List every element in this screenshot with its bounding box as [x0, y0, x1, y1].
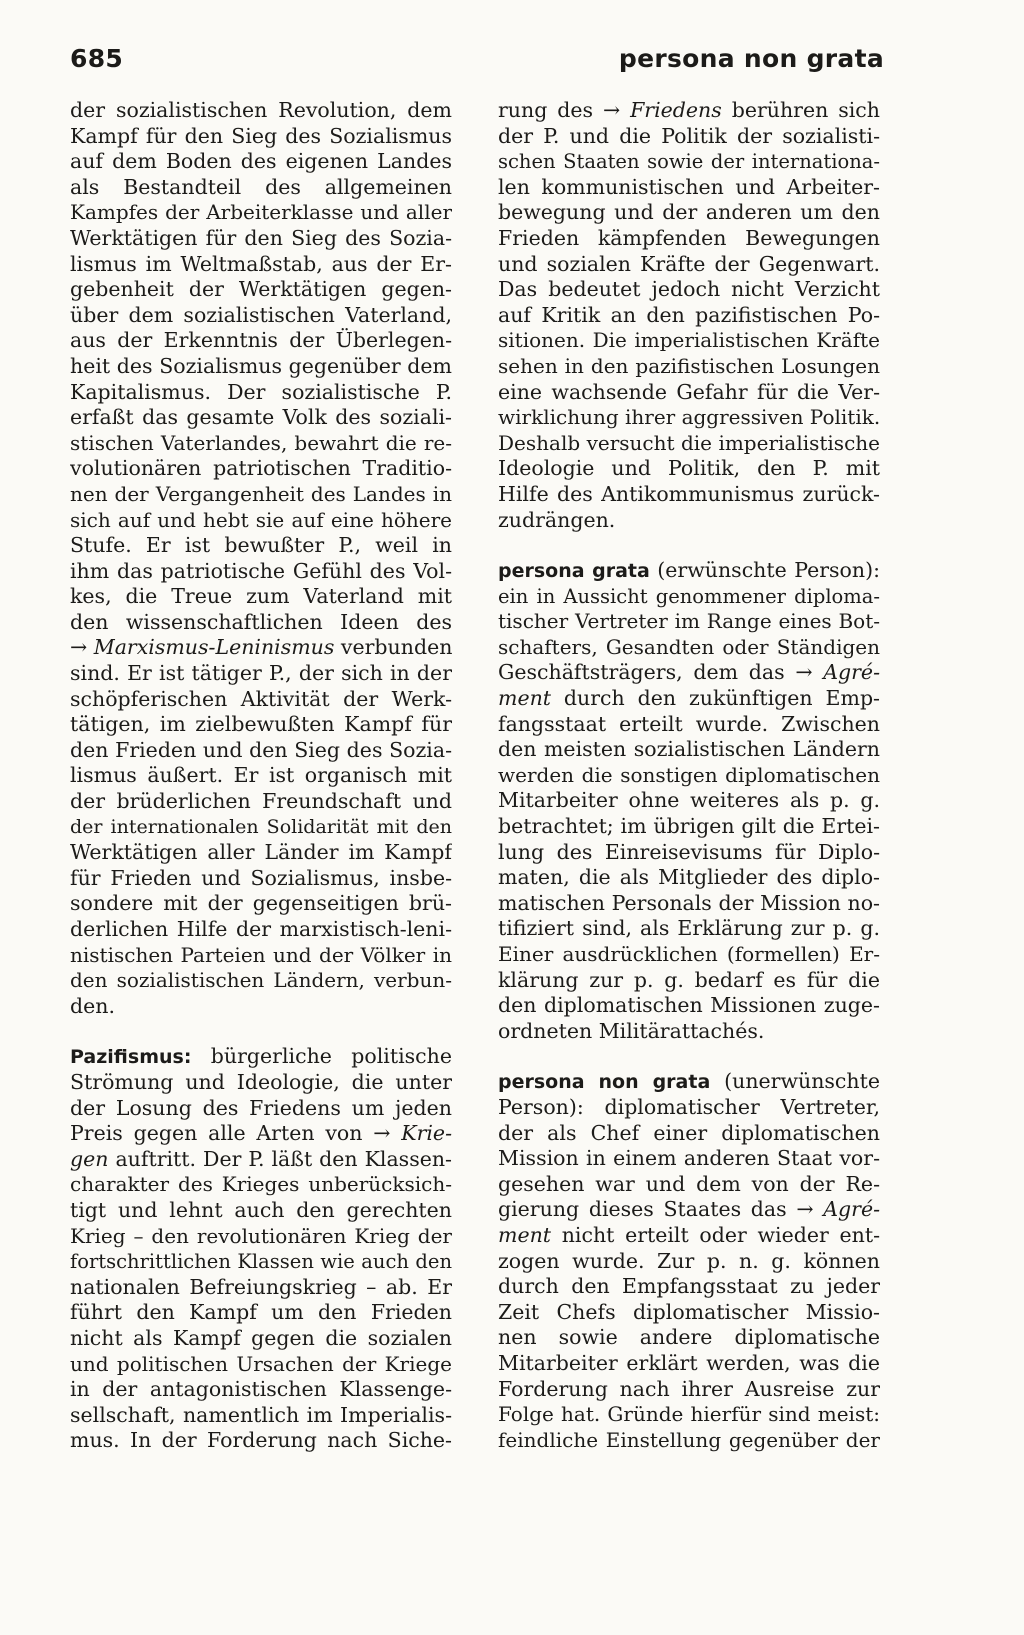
- text-line: lismus im Weltmaßstab, aus der Er-: [70, 251, 452, 276]
- page-number: 685: [70, 44, 124, 73]
- text-line: Kampf für den Sieg des Sozialismus: [70, 123, 452, 148]
- text-line: tätigen, im zielbewußten Kampf für: [70, 712, 452, 737]
- text-line: nistischen Parteien und der Völker in: [70, 942, 452, 967]
- cross-reference-arrow-icon: →: [70, 635, 88, 660]
- text-line: zogen wurde. Zur p. n. g. können: [498, 1248, 880, 1273]
- text-line: nationalen Befreiungskrieg – ab. Er: [70, 1274, 452, 1299]
- text-line: gesehen war und dem von der Re-: [498, 1171, 880, 1196]
- cross-reference-line: ment durch den zukünftigen Emp-: [498, 686, 880, 711]
- text-line: sind. Er ist tätiger P., der sich in der: [70, 661, 452, 686]
- text-line: matischen Personals der Mission no-: [498, 890, 880, 915]
- text-line: der internationalen Solidarität mit den: [70, 815, 452, 838]
- text-line: ihm das patriotische Gefühl des Vol-: [70, 558, 452, 583]
- text-line: stischen Vaterlandes, bewahrt die re-: [70, 430, 452, 455]
- cross-reference-line: gierung dieses Staates das → Agré-: [498, 1197, 880, 1222]
- text-line: den Frieden und den Sieg des Sozia-: [70, 737, 452, 762]
- text-line: wirklichung ihrer aggressiven Politik.: [498, 405, 880, 430]
- text-line: heit des Sozialismus gegenüber dem: [70, 353, 452, 378]
- text-line: lung des Einreisevisums für Diplo-: [498, 839, 880, 864]
- text-line: der P. und die Politik der sozialisti-: [498, 123, 880, 148]
- text-line: volutionären patriotischen Traditio-: [70, 456, 452, 481]
- cross-reference-term[interactable]: ment: [498, 686, 552, 711]
- cross-reference-term[interactable]: gen: [70, 1146, 109, 1171]
- text-line: len kommunistischen und Arbeiter-: [498, 174, 880, 199]
- cross-reference-arrow-icon: →: [373, 1121, 391, 1146]
- text-line: Krieg – den revolutionären Krieg der: [70, 1223, 452, 1248]
- text-line: der brüderlichen Freundschaft und: [70, 789, 452, 814]
- entry-first-line: persona grata (erwünschte Person):: [498, 558, 880, 583]
- text-line: klärung zur p. g. bedarf es für die: [498, 967, 880, 992]
- text-line: kes, die Treue zum Vaterland mit: [70, 584, 452, 609]
- cross-reference-line: rung des → Friedens berühren sich: [498, 98, 880, 122]
- entry-persona-grata: [498, 558, 880, 1044]
- entry-pazifismus-continuation: [498, 98, 880, 533]
- cross-reference-line: Geschäftsträgers, dem das → Agré-: [498, 660, 880, 685]
- text-line: feindliche Einstellung gegenüber der: [498, 1427, 880, 1452]
- text-line: nen der Vergangenheit des Landes in: [70, 481, 452, 506]
- text-line: den meisten sozialistischen Ländern: [498, 737, 880, 762]
- right-column: [498, 98, 880, 1453]
- entry-keyword: persona non grata: [498, 1071, 711, 1094]
- text-line: Person): diplomatischer Vertreter,: [498, 1094, 880, 1119]
- text-line: aus der Erkenntnis der Überlegen-: [70, 328, 452, 353]
- text-line: eine wachsende Gefahr für die Ver-: [498, 379, 880, 404]
- text-line: gebenheit der Werktätigen gegen-: [70, 277, 452, 302]
- text-line: Kapitalismus. Der sozialistische P.: [70, 379, 452, 404]
- text-line: Zeit Chefs diplomatischer Missio-: [498, 1299, 880, 1324]
- text-line: der Losung des Friedens um jeden: [70, 1095, 452, 1120]
- entry-keyword: persona grata: [498, 560, 650, 583]
- text-line: für Frieden und Sozialismus, insbe-: [70, 865, 452, 890]
- text-line: den diplomatischen Missionen zuge-: [498, 993, 880, 1018]
- cross-reference-term[interactable]: ment: [498, 1222, 552, 1247]
- text-line: den sozialistischen Ländern, verbun-: [70, 968, 452, 993]
- text-line: der als Chef einer diplomatischen: [498, 1120, 880, 1145]
- text-line: Werktätigen für den Sieg des Sozia-: [70, 225, 452, 250]
- text-line: bewegung und der anderen um den: [498, 200, 880, 225]
- text-line: charakter des Krieges unberücksich-: [70, 1172, 452, 1197]
- cross-reference-line: → Marxismus-Leninismus verbunden: [70, 635, 452, 660]
- text-line: Stufe. Er ist bewußter P., weil in: [70, 533, 452, 558]
- text-line: maten, die als Mitglieder des diplo-: [498, 865, 880, 890]
- text-line: sehen in den pazifistischen Losungen: [498, 353, 880, 378]
- text-line: sitionen. Die imperialistischen Kräfte: [498, 328, 880, 353]
- text-line: fortschrittlichen Klassen wie auch den: [70, 1250, 452, 1274]
- text-line: Das bedeutet jedoch nicht Verzicht: [498, 277, 880, 302]
- text-line: Kampfes der Arbeiterklasse und aller: [70, 200, 452, 225]
- entry-first-line: Pazifismus: bürgerliche politische: [70, 1044, 452, 1069]
- text-line: in der antagonistischen Klassenge-: [70, 1377, 452, 1402]
- cross-reference-term[interactable]: Agré-: [813, 1197, 880, 1222]
- text-line: Mitarbeiter erklärt werden, was die: [498, 1350, 880, 1375]
- cross-reference-line: ment nicht erteilt oder wieder ent-: [498, 1222, 880, 1247]
- text-line: auf Kritik an den pazifistischen Po-: [498, 302, 880, 327]
- entry-first-line: persona non grata (unerwünschte: [498, 1069, 880, 1094]
- entry-patriotismus-continuation: [70, 98, 452, 1019]
- text-line: über dem sozialistischen Vaterland,: [70, 302, 452, 327]
- text-line: tifiziert sind, als Erklärung zur p. g.: [498, 916, 880, 941]
- text-line: betrachtet; im übrigen gilt die Ertei-: [498, 814, 880, 839]
- text-line: den.: [70, 993, 115, 1018]
- text-line: Forderung nach ihrer Ausreise zur: [498, 1376, 880, 1401]
- text-line: und sozialen Kräfte der Gegenwart.: [498, 251, 880, 276]
- text-line: tigt und lehnt auch den gerechten: [70, 1197, 452, 1222]
- cross-reference-term[interactable]: Marxismus-Leninismus: [93, 635, 335, 660]
- text-line: lismus äußert. Er ist organisch mit: [70, 763, 452, 788]
- text-line: werden die sonstigen diplomatischen: [498, 762, 880, 787]
- text-line: zudrängen.: [498, 507, 616, 532]
- cross-reference-term[interactable]: Friedens: [620, 98, 722, 122]
- text-line: Folge hat. Gründe hierfür sind meist:: [498, 1402, 880, 1427]
- text-line: schöpferischen Aktivität der Werk-: [70, 686, 452, 711]
- entry-pazifismus: [70, 1044, 452, 1454]
- text-line: Werktätigen aller Länder im Kampf: [70, 840, 452, 865]
- text-line: mus. In der Forderung nach Siche-: [70, 1428, 452, 1453]
- text-line: und politischen Ursachen der Kriege: [70, 1351, 452, 1376]
- cross-reference-arrow-icon: →: [795, 660, 813, 685]
- text-line: als Bestandteil des allgemeinen: [70, 174, 452, 199]
- entry-persona-non-grata: [498, 1069, 880, 1453]
- text-line: Einer ausdrücklichen (formellen) Er-: [498, 942, 880, 966]
- text-line: fangsstaat erteilt wurde. Zwischen: [498, 711, 880, 736]
- text-line: auf dem Boden des eigenen Landes: [70, 149, 452, 174]
- text-line: Strömung und Ideologie, die unter: [70, 1069, 452, 1094]
- text-line: Frieden kämpfenden Bewegungen: [498, 225, 880, 250]
- text-line: führt den Kampf um den Frieden: [70, 1300, 452, 1325]
- cross-reference-arrow-icon: →: [796, 1197, 814, 1222]
- text-line: Mission in einem anderen Staat vor-: [498, 1146, 880, 1171]
- text-line: sondere mit der gegenseitigen brü-: [70, 891, 452, 916]
- cross-reference-arrow-icon: →: [602, 98, 621, 122]
- text-line: Deshalb versucht die imperialistische: [498, 430, 880, 455]
- cross-reference-line: gen auftritt. Der P. läßt den Klassen-: [70, 1146, 452, 1171]
- cross-reference-line: Preis gegen alle Arten von → Krie-: [70, 1121, 452, 1146]
- text-line: nicht als Kampf gegen die sozialen: [70, 1325, 452, 1350]
- text-line: schen Staaten sowie der internationa-: [498, 150, 880, 174]
- cross-reference-term[interactable]: Krie-: [390, 1121, 452, 1146]
- text-line: Ideologie und Politik, den P. mit: [498, 456, 880, 481]
- cross-reference-term[interactable]: Agré-: [812, 660, 880, 685]
- text-line: den wissenschaftlichen Ideen des: [70, 609, 452, 634]
- text-line: nen sowie andere diplomatische: [498, 1325, 880, 1350]
- text-line: erfaßt das gesamte Volk des soziali-: [70, 405, 452, 430]
- text-line: Mitarbeiter ohne weiteres als p. g.: [498, 788, 880, 813]
- left-column: [70, 98, 452, 1454]
- text-line: durch den Empfangsstaat zu jeder: [498, 1274, 880, 1299]
- text-line: sellschaft, namentlich im Imperialis-: [70, 1402, 452, 1427]
- text-line: schafters, Gesandten oder Ständigen: [498, 634, 880, 659]
- text-line: sich auf und hebt sie auf eine höhere: [70, 507, 452, 532]
- text-line: Hilfe des Antikommunismus zurück-: [498, 481, 880, 506]
- running-head: persona non grata: [618, 44, 884, 73]
- entry-keyword: Pazifismus:: [70, 1046, 192, 1069]
- text-line: ein in Aussicht genommener diploma-: [498, 584, 880, 608]
- text-line: derlichen Hilfe der marxistisch-leni-: [70, 917, 452, 941]
- text-line: tischer Vertreter im Range eines Bot-: [498, 609, 880, 634]
- text-line: der sozialistischen Revolution, dem: [70, 98, 452, 122]
- text-line: ordneten Militärattachés.: [498, 1018, 765, 1043]
